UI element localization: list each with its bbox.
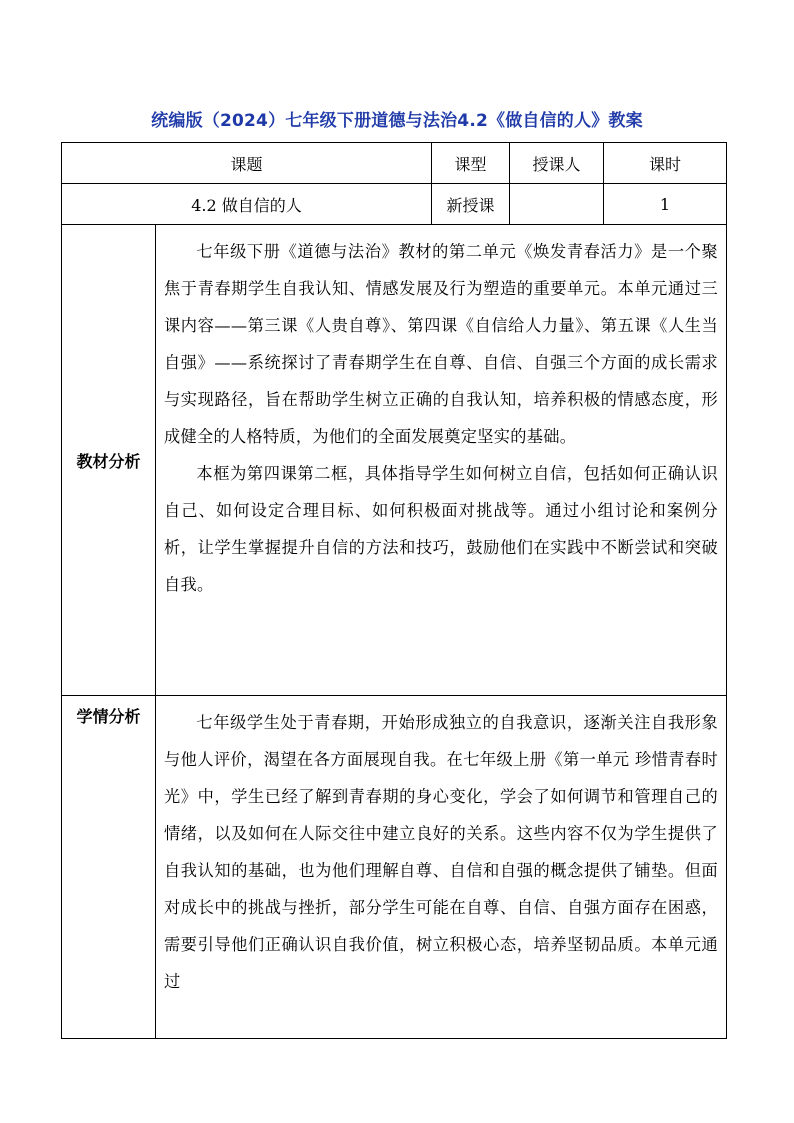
header-topic: 课题 — [62, 143, 432, 184]
teacher-value — [510, 184, 604, 225]
student-analysis-label: 学情分析 — [62, 696, 156, 1039]
material-analysis-paragraph: 七年级下册《道德与法治》教材的第二单元《焕发青春活力》是一个聚焦于青春期学生自我认知、情感发展及行为塑造的重要单元。本单元通过三课内容——第三课《人贵自尊》、第四课《自信给人力量》、第五课《人生当自强》——系统探讨了青春期学生在自尊、自信、自强三个方面的成长需求与实现路径，旨在帮助学生树立正确的自我认知，培养积极的情感态度，形成健全的人格特质，为他们的全面发展奠定坚实的基础。 — [164, 242, 719, 446]
hours-value: 1 — [604, 184, 727, 225]
material-analysis-content — [156, 225, 727, 696]
header-hours: 课时 — [604, 143, 727, 184]
type-value: 新授课 — [432, 184, 510, 225]
material-analysis-label: 教材分析 — [62, 225, 156, 696]
document-title: 统编版（2024）七年级下册道德与法治4.2《做自信的人》教案 — [151, 111, 643, 131]
header-type: 课型 — [432, 143, 510, 184]
info-row — [62, 184, 727, 225]
header-row — [62, 143, 727, 184]
student-analysis-row — [62, 696, 727, 1039]
topic-value: 4.2 做自信的人 — [62, 184, 432, 225]
material-analysis-row — [62, 225, 727, 696]
lesson-plan-table — [61, 142, 727, 1039]
student-analysis-content — [156, 696, 727, 1039]
material-analysis-paragraph: 本框为第四课第二框，具体指导学生如何树立自信，包括如何正确认识自己、如何设定合理目标、如何积极面对挑战等。通过小组讨论和案例分析，让学生掌握提升自信的方法和技巧，鼓励他们在实践中不断尝试和突破自我。 — [164, 464, 719, 594]
header-teacher: 授课人 — [510, 143, 604, 184]
student-analysis-paragraph: 七年级学生处于青春期，开始形成独立的自我意识，逐渐关注自我形象与他人评价，渴望在各方面展现自我。在七年级上册《第一单元 珍惜青春时光》中，学生已经了解到青春期的身心变化，学会了如何调节和管理自己的情绪，以及如何在人际交往中建立良好的关系。这些内容不仅为学生提供了自我认知的基础，也为他们理解自尊、自信和自强的概念提供了铺垫。但面对成长中的挑战与挫折，部分学生可能在自尊、自信、自强方面存在困惑，需要引导他们正确认识自我价值，树立积极心态，培养坚韧品质。本单元通过 — [164, 713, 719, 991]
